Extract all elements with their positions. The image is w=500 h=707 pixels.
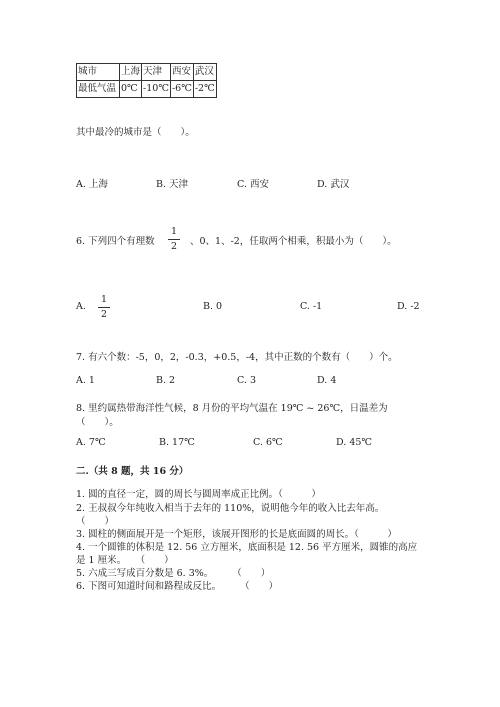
table-cell: 上海 xyxy=(120,64,142,81)
fraction-bar xyxy=(98,307,110,308)
table-cell: -10℃ xyxy=(142,81,171,98)
table-header-row xyxy=(77,64,217,81)
table-cell: -6℃ xyxy=(170,81,193,98)
fraction-denominator: 2 xyxy=(100,309,108,320)
table-cell: 0℃ xyxy=(120,81,142,98)
fraction-bar xyxy=(168,239,180,240)
option-b[interactable]: B. 2 xyxy=(156,375,176,386)
question-coldest-text: 其中最冷的城市是（ ）。 xyxy=(76,127,195,138)
option-c[interactable]: C. 3 xyxy=(237,375,257,386)
section-title: 二.（共 8 题，共 16 分） xyxy=(76,466,189,477)
option-c[interactable]: C. 西安 xyxy=(237,179,269,190)
question-6-text-after: 、0、1、-2，任取两个相乘，积最小为（ ）。 xyxy=(190,236,397,247)
option-c[interactable]: C. -1 xyxy=(300,301,323,312)
fraction-half xyxy=(168,226,180,253)
table-data-row xyxy=(77,81,217,98)
statement-item: 1. 圆的直径一定，圆的周长与圆周率成正比例。（ ） xyxy=(76,489,321,500)
option-b[interactable]: B. 天津 xyxy=(156,179,189,190)
temperature-table xyxy=(76,63,217,98)
table-cell: 最低气温 xyxy=(77,81,120,98)
fraction-denominator: 2 xyxy=(170,241,178,252)
table-cell: 城市 xyxy=(77,64,120,81)
option-c[interactable]: C. 6℃ xyxy=(253,437,283,448)
statement-item: 4. 一个圆锥的体积是 12. 56 立方厘米，底面积是 12. 56 平方厘米，圆锥的高应 xyxy=(76,542,418,553)
option-b[interactable]: B. 17℃ xyxy=(159,437,195,448)
table-cell: 天津 xyxy=(142,64,171,81)
statement-item: 6. 下图可知道时间和路程成反比。 （ ） xyxy=(76,581,279,592)
table-cell: -2℃ xyxy=(193,81,216,98)
question-6-text-before: 6. 下列四个有理数 xyxy=(76,236,155,247)
option-d[interactable]: D. 4 xyxy=(317,375,337,386)
option-a[interactable]: A. 7℃ xyxy=(76,437,106,448)
table-cell: 西安 xyxy=(170,64,193,81)
option-d[interactable]: D. 武汉 xyxy=(317,179,350,190)
option-a[interactable]: A. 上海 xyxy=(76,179,108,190)
fraction-numerator: 1 xyxy=(100,294,108,305)
option-d[interactable]: D. 45℃ xyxy=(336,437,373,448)
option-d[interactable]: D. -2 xyxy=(397,301,420,312)
statement-item: （ ） xyxy=(76,516,115,527)
fraction-numerator: 1 xyxy=(170,226,178,237)
question-8-line2: （ ）。 xyxy=(76,417,119,428)
fraction-half xyxy=(98,294,110,321)
statement-item: 2. 王叔叔今年纯收入相当于去年的 110%，说明他今年的收入比去年高。 xyxy=(76,503,385,514)
option-a[interactable]: A. xyxy=(76,301,86,312)
table-cell: 武汉 xyxy=(193,64,216,81)
question-7-text: 7. 有六个数：-5，0，2，-0.3，+0.5，-4，其中正数的个数有（ ）个。 xyxy=(76,352,398,363)
option-a[interactable]: A. 1 xyxy=(76,375,95,386)
question-8-line1: 8. 里约属热带海洋性气候，8 月份的平均气温在 19℃ ~ 26℃，日温差为 xyxy=(76,403,388,414)
statement-item: 3. 圆柱的侧面展开是一个矩形，该展开图形的长是底面圆的周长。（ ） xyxy=(76,529,397,540)
option-b[interactable]: B. 0 xyxy=(203,301,223,312)
statement-item: 是 1 厘米。 （ ） xyxy=(76,555,174,566)
statement-item: 5. 六成三写成百分数是 6. 3%。 （ ） xyxy=(76,568,271,579)
